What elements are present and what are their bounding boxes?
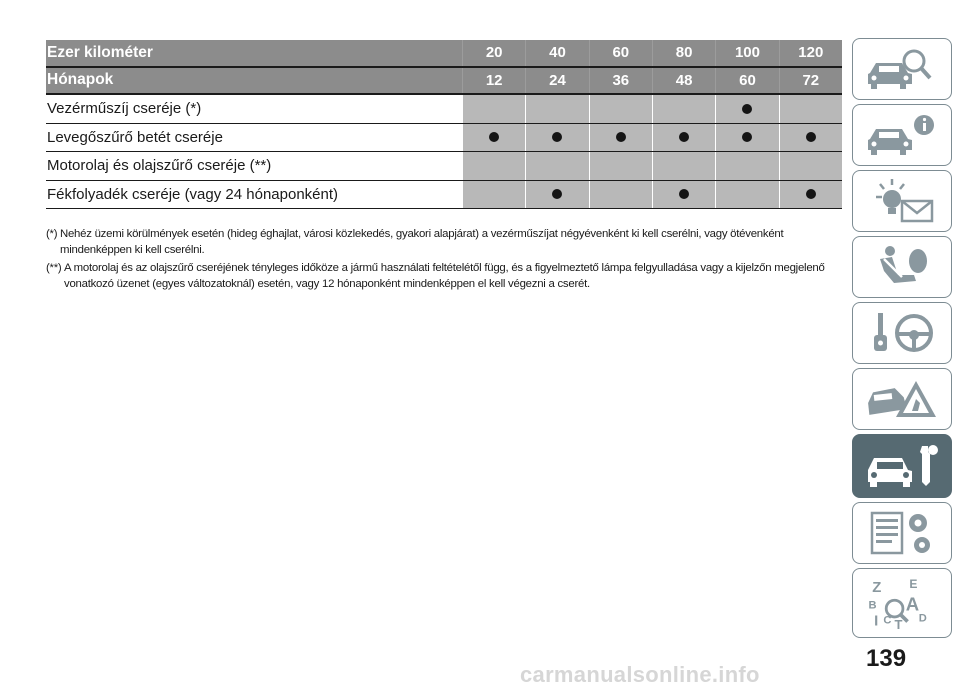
footnote-1 xyxy=(46,226,836,258)
table-cell xyxy=(525,152,588,180)
svg-text:C: C xyxy=(883,614,892,627)
bullet-dot-icon xyxy=(806,189,816,199)
svg-text:Z: Z xyxy=(872,579,882,596)
footnote-mark: (*) xyxy=(46,228,58,240)
table-cell xyxy=(525,181,588,209)
svg-text:T: T xyxy=(894,617,903,629)
table-row xyxy=(46,152,842,181)
header-row-km xyxy=(46,40,842,68)
table-cell xyxy=(525,95,588,123)
table-cell xyxy=(779,124,842,152)
bullet-dot-icon xyxy=(489,132,499,142)
table-cell xyxy=(652,95,715,123)
bullet-dot-icon xyxy=(679,189,689,199)
table-cell xyxy=(462,181,525,209)
footnotes xyxy=(46,226,836,294)
header-cell: 40 xyxy=(525,40,588,66)
row-label: Fékfolyadék cseréje (vagy 24 hónaponként) xyxy=(46,181,462,209)
header-cell: 60 xyxy=(715,68,778,94)
table-cell xyxy=(462,152,525,180)
table-row xyxy=(46,181,842,210)
seat-airbag-icon xyxy=(862,241,942,293)
row-label: Levegőszűrő betét cseréje xyxy=(46,124,462,152)
table-cell xyxy=(779,181,842,209)
bullet-dot-icon xyxy=(679,132,689,142)
tab-safety[interactable] xyxy=(852,236,952,298)
tab-dashboard[interactable] xyxy=(852,104,952,166)
maintenance-table xyxy=(46,40,842,209)
header-cell: 72 xyxy=(779,68,842,94)
specs-gears-icon xyxy=(862,507,942,559)
table-cell xyxy=(462,124,525,152)
header-cell: 60 xyxy=(589,40,652,66)
bullet-dot-icon xyxy=(742,104,752,114)
car-search-icon xyxy=(862,43,942,95)
table-cell xyxy=(715,181,778,209)
bullet-dot-icon xyxy=(552,132,562,142)
car-maintenance-wrench-icon xyxy=(862,440,942,492)
warning-light-message-icon xyxy=(862,175,942,227)
tab-warning-lights[interactable] xyxy=(852,170,952,232)
svg-text:A: A xyxy=(905,593,920,615)
header-cell: 24 xyxy=(525,68,588,94)
row-label: Motorolaj és olajszűrő cseréje (**) xyxy=(46,152,462,180)
header-cell: 80 xyxy=(652,40,715,66)
tab-getting-to-know-car[interactable] xyxy=(852,38,952,100)
svg-text:B: B xyxy=(868,599,877,612)
page-number: 139 xyxy=(866,645,907,672)
table-cell xyxy=(589,152,652,180)
car-info-icon xyxy=(862,109,942,161)
table-cell xyxy=(779,152,842,180)
table-cell xyxy=(462,95,525,123)
bullet-dot-icon xyxy=(552,189,562,199)
table-cell xyxy=(779,95,842,123)
svg-text:E: E xyxy=(909,577,918,592)
header-cell: 20 xyxy=(462,40,525,66)
svg-text:D: D xyxy=(918,612,927,625)
table-row xyxy=(46,95,842,124)
header-cell: 100 xyxy=(715,40,778,66)
car-accident-warning-icon xyxy=(862,373,942,425)
footnote-text: A motorolaj és az olajszűrő cseréjének tényleges időköze a jármű használati feltételétől függ, és a figyelmeztető lámpa felgyulladása vagy a kijelzőn megjelenő vonatkozó üzenet (egyes változatoknál) esetén, vagy 12 hónaponként mindenképpen el kell végezni a cserét. xyxy=(64,262,825,290)
bullet-dot-icon xyxy=(806,132,816,142)
header-cell: 120 xyxy=(779,40,842,66)
footnote-text: Nehéz üzemi körülmények esetén (hideg éghajlat, városi közlekedés, gyakori alapjárat) a vezérműszíjat négyévenként ki kell cserélni, vagy ötévenként mindenképpen ki kell cserélni. xyxy=(60,228,784,256)
header-cell: 12 xyxy=(462,68,525,94)
tab-technical-data[interactable] xyxy=(852,502,952,564)
tab-starting-driving[interactable] xyxy=(852,302,952,364)
key-steering-wheel-icon xyxy=(862,307,942,359)
table-cell xyxy=(715,95,778,123)
table-cell xyxy=(715,124,778,152)
table-cell xyxy=(652,124,715,152)
table-cell xyxy=(589,181,652,209)
bullet-dot-icon xyxy=(616,132,626,142)
row-label: Vezérműszíj cseréje (*) xyxy=(46,95,462,123)
footnote-2 xyxy=(46,260,836,292)
header-cell: 48 xyxy=(652,68,715,94)
header-cell: 36 xyxy=(589,68,652,94)
tab-maintenance[interactable] xyxy=(852,434,952,498)
bullet-dot-icon xyxy=(742,132,752,142)
header-label-months: Hónapok xyxy=(47,71,114,89)
table-cell xyxy=(589,124,652,152)
table-cell xyxy=(589,95,652,123)
table-cell xyxy=(715,152,778,180)
table-cell xyxy=(525,124,588,152)
table-row xyxy=(46,124,842,153)
header-row-months xyxy=(46,68,842,96)
table-cell xyxy=(652,152,715,180)
svg-text:I: I xyxy=(874,613,879,629)
table-cell xyxy=(652,181,715,209)
watermark: carmanualsonline.info xyxy=(520,662,760,686)
alphabet-index-icon xyxy=(862,577,942,629)
header-label-km: Ezer kilométer xyxy=(47,43,153,61)
footnote-mark: (**) xyxy=(46,262,62,274)
tab-index[interactable] xyxy=(852,568,952,638)
tab-emergency[interactable] xyxy=(852,368,952,430)
